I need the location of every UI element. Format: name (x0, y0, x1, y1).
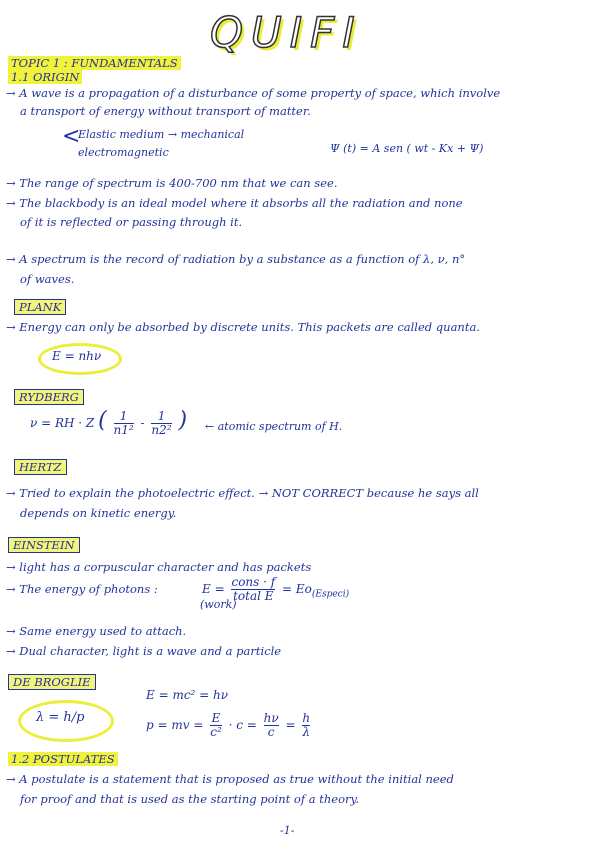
einstein-line-2: → The energy of photons : (6, 582, 158, 596)
wave-definition-2: a transport of energy without transport of matter. (20, 104, 311, 118)
rydberg-label: RYDBERG (14, 390, 84, 404)
rydberg-equation: ν = RH · Z ( $\frac{1}{\text{n1²}}$ - $\frac{1}{\text{n2²}}$ ) (30, 408, 188, 437)
blackbody-line-2: of it is reflected or passing through it. (20, 215, 243, 229)
rydberg-note: ← atomic spectrum of H. (205, 420, 343, 433)
einstein-line-1: → light has a corpuscular character and has packets (6, 560, 312, 574)
rydberg-frac-2: $\frac{1}{\text{n2²}}$ (151, 409, 172, 437)
spectrum-line-1: → A spectrum is the record of radiation by a substance as a function of λ, ν, n° (6, 252, 466, 266)
same-energy-line: → Same energy used to attach. (6, 624, 187, 638)
wave-equation: Ψ (t) = A sen ( wt - Kx + Ψ) (330, 142, 484, 155)
rydberg-frac-1: $\frac{1}{\text{n1²}}$ (113, 409, 134, 437)
postulate-line-2: for proof and that is used as the starting point of a theory. (20, 792, 360, 806)
electromagnetic: electromagnetic (78, 146, 169, 159)
planck-equation: E = nhν (52, 349, 102, 363)
postulates-heading: 1.2 POSTULATES (8, 752, 118, 766)
dual-character-line: → Dual character, light is a wave and a particle (6, 644, 282, 658)
debroglie-label: DE BROGLIE (8, 675, 96, 689)
bracket-icon: < (62, 124, 81, 149)
einstein-under: (work) (200, 598, 237, 611)
einstein-frac: $\frac{\text{cons · f}}{\text{total E}}$ (231, 575, 276, 603)
hertz-line-1: → Tried to explain the photoelectric effect. → NOT CORRECT because he says all (6, 486, 479, 500)
spectrum-line-2: of waves. (20, 272, 75, 286)
range-line: → The range of spectrum is 400-700 nm that we can see. (6, 176, 338, 190)
elastic-medium: Elastic medium → mechanical (78, 128, 245, 141)
section-origin-heading: 1.1 ORIGIN (8, 70, 82, 84)
hertz-line-2: depends on kinetic energy. (20, 506, 177, 520)
einstein-equation: E = $\frac{\text{cons · f}}{\text{total E}}$ = $Eo_{(Especi)}$ (202, 575, 350, 603)
rydberg-lhs: ν = RH · Z (30, 416, 95, 430)
postulate-line-1: → A postulate is a statement that is proposed as true without the initial need (6, 772, 454, 786)
momentum-equation: p = mv = $\frac{E}{\text{c²}}$ · c = $\frac{h\nu}{c}$ = $\frac{h}{\lambda}$ (146, 711, 311, 739)
debroglie-equation: λ = h/p (36, 710, 85, 725)
hertz-label: HERTZ (14, 460, 67, 474)
planck-label: PLANK (14, 300, 66, 314)
wave-definition-1: → A wave is a propagation of a disturbance of some property of space, which involve (6, 86, 501, 100)
page-number: -1- (280, 824, 295, 837)
blackbody-line-1: → The blackbody is an ideal model where it absorbs all the radiation and none (6, 196, 463, 210)
einstein-label: EINSTEIN (8, 538, 80, 552)
topic-heading: TOPIC 1 : FUNDAMENTALS (8, 56, 181, 70)
page-title: QUIFI (210, 8, 363, 57)
energy-equation: E = mc² = hν (146, 688, 229, 702)
planck-line: → Energy can only be absorbed by discrete units. This packets are called quanta. (6, 320, 480, 334)
